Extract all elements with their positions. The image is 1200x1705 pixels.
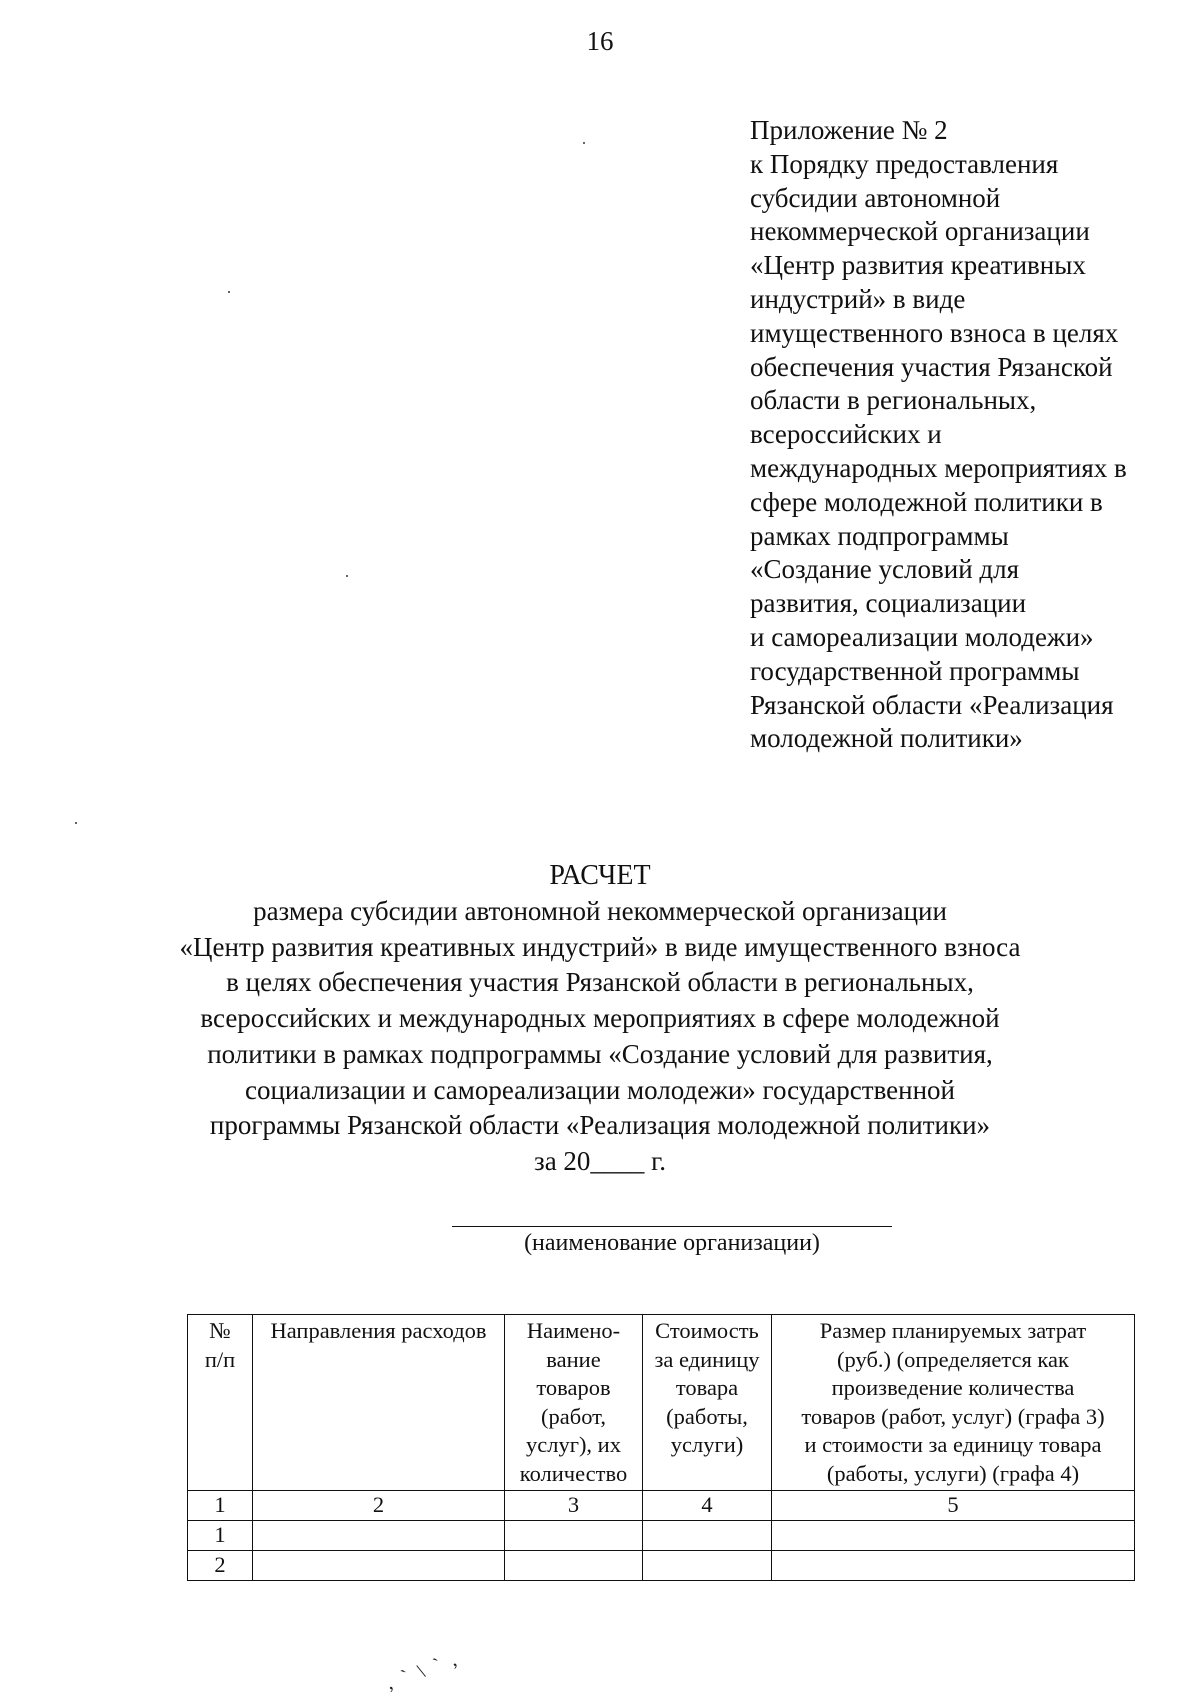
page-number: 16	[586, 26, 614, 56]
subtitle-line: «Центр развития креативных индустрий» в виде имущественного взноса	[179, 931, 1021, 962]
organization-name-blank-line	[452, 1226, 892, 1227]
column-number-cell: 3	[505, 1491, 643, 1521]
header-cell-planned-costs: Размер планируемых затрат (руб.) (определяется как произведение количества товаров (работ, услуг) (графа 3) и стоимости за единицу товара (работы, услуги) (графа 4)	[772, 1315, 1135, 1491]
header-cell-number: № п/п	[188, 1315, 253, 1491]
subtitle-line: в целях обеспечения участия Рязанской области в региональных,	[226, 967, 974, 998]
appendix-line: Приложение № 2	[750, 115, 948, 145]
header-cell-unit-cost: Стоимость за единицу товара (работы, услуги)	[643, 1315, 772, 1491]
appendix-line: области в региональных,	[750, 385, 1037, 416]
table-cell: 1	[188, 1521, 253, 1551]
subtitle-line: политики в рамках подпрограммы «Создание условий для развития,	[207, 1038, 993, 1069]
appendix-line: молодежной политики»	[750, 723, 1023, 754]
header-cell-expense-direction: Направления расходов	[253, 1315, 505, 1491]
table-cell	[253, 1521, 505, 1551]
subtitle-line-year: за 20____ г.	[534, 1145, 666, 1176]
scan-scribble-mark: , ` \ ` ,	[383, 1647, 463, 1695]
column-number-row	[188, 1491, 1135, 1521]
subtitle-line: программы Рязанской области «Реализация молодежной политики»	[209, 1110, 991, 1141]
column-number-cell: 2	[253, 1491, 505, 1521]
scan-speck	[75, 822, 77, 824]
appendix-line: к Порядку предоставления	[750, 148, 1059, 179]
appendix-line: государственной программы	[750, 655, 1080, 686]
table-cell	[253, 1551, 505, 1581]
table-cell	[643, 1551, 772, 1581]
subtitle-line: всероссийских и международных мероприятиях в сфере молодежной	[200, 1003, 1000, 1034]
table-cell	[505, 1521, 643, 1551]
appendix-line: всероссийских и	[750, 419, 942, 450]
document-title-block	[0, 858, 1200, 1180]
appendix-header	[750, 114, 1170, 756]
appendix-line: обеспечения участия Рязанской	[750, 351, 1113, 382]
appendix-line: рамках подпрограммы	[750, 520, 1009, 551]
column-number-cell: 1	[188, 1491, 253, 1521]
table-row	[188, 1551, 1135, 1581]
scan-speck	[228, 291, 230, 293]
document-subtitle	[0, 894, 1200, 1180]
appendix-line: «Центр развития креативных	[750, 250, 1086, 281]
appendix-line: имущественного взноса в целях	[750, 317, 1119, 348]
appendix-line: Рязанской области «Реализация	[750, 689, 1114, 720]
subtitle-line: размера субсидии автономной некоммерческой организации	[253, 896, 947, 926]
table-header-row	[188, 1315, 1135, 1491]
appendix-line: некоммерческой организации	[750, 216, 1090, 247]
appendix-line: индустрий» в виде	[750, 283, 966, 314]
header-cell-goods-name-quantity: Наимено- вание товаров (работ, услуг), их количество	[505, 1315, 643, 1491]
table-cell	[772, 1551, 1135, 1581]
appendix-line: развития, социализации	[750, 588, 1027, 619]
document-title: РАСЧЕТ	[549, 860, 651, 891]
table-cell	[643, 1521, 772, 1551]
table-cell	[505, 1551, 643, 1581]
appendix-line: сфере молодежной политики в	[750, 486, 1103, 517]
scan-speck	[346, 575, 348, 577]
table-cell	[772, 1521, 1135, 1551]
column-number-cell: 4	[643, 1491, 772, 1521]
scan-speck	[583, 142, 585, 144]
subtitle-line: социализации и самореализации молодежи» государственной	[245, 1074, 955, 1105]
table-cell: 2	[188, 1551, 253, 1581]
appendix-line: международных мероприятиях в	[750, 452, 1127, 483]
calculation-table	[187, 1314, 1135, 1581]
appendix-line: и самореализации молодежи»	[750, 621, 1094, 652]
table-row	[188, 1521, 1135, 1551]
organization-name-caption: (наименование организации)	[524, 1230, 820, 1256]
appendix-line: субсидии автономной	[750, 182, 1001, 213]
appendix-line: «Создание условий для	[750, 554, 1020, 585]
column-number-cell: 5	[772, 1491, 1135, 1521]
